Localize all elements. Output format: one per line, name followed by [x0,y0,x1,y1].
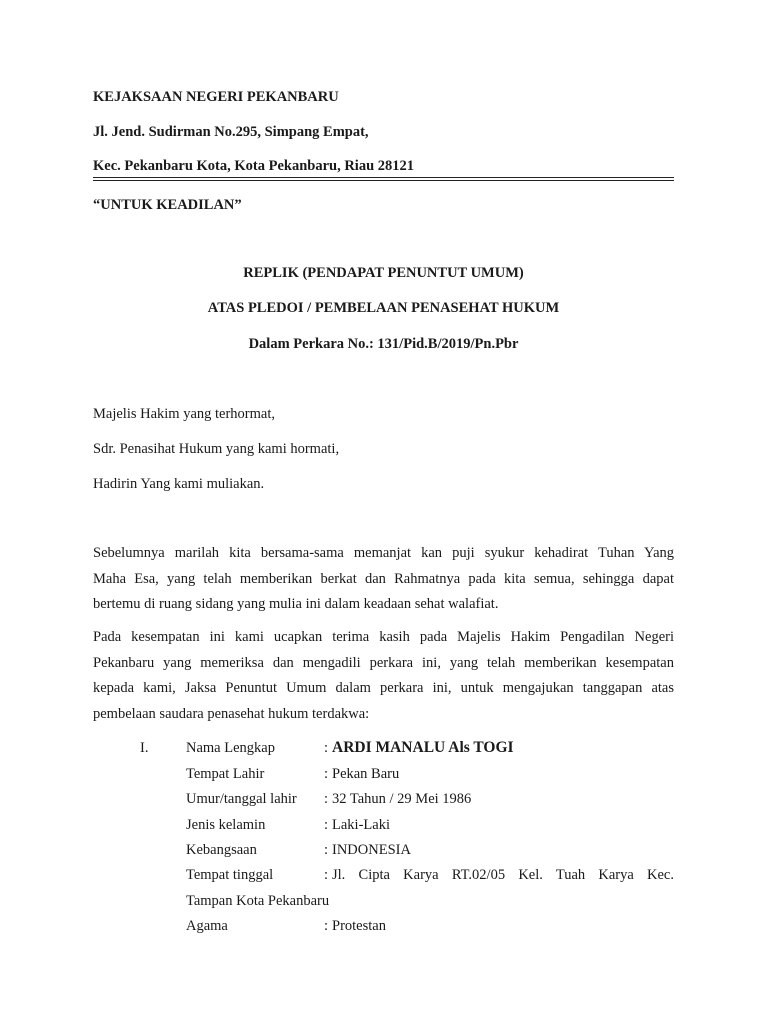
document-title: REPLIK (PENDAPAT PENUNTUT UMUM) [243,265,524,281]
field-colon: : [324,842,329,858]
salutation-counsel: Sdr. Penasihat Hukum yang kami hormati, [93,441,340,457]
field-label: Nama Lengkap [186,740,275,756]
field-value: Laki-Laki [332,817,390,833]
field-colon: : [324,766,329,782]
paragraph-opening [93,541,674,618]
paragraph-line: Maha Esa, yang telah memberikan berkat dan Rahmatnya pada kita semua, sehingga dapat [93,570,674,587]
paragraph-line: kepada kami, Jaksa Penuntut Umum dalam perkara ini, untuk mengajukan tanggapan atas [93,680,674,696]
paragraph-line: bertemu di ruang sidang yang mulia ini dalam keadaan sehat walafiat. [93,596,499,612]
document-subtitle: ATAS PLEDOI / PEMBELAAN PENASEHAT HUKUM [207,300,560,316]
field-colon: : [324,740,329,756]
field-colon: : [324,867,329,883]
letterhead-office: KEJAKSAAN NEGERI PEKANBARU [93,89,339,105]
paragraph-line: pembelaan saudara penasehat hukum terdakwa: [93,705,370,722]
field-value: Pekan Baru [332,766,400,782]
field-value: INDONESIA [332,842,411,858]
letterhead-rule-bottom [93,180,674,181]
paragraph-line: Sebelumnya marilah kita bersama-sama memanjat kan puji syukur kehadirat Tuhan Yang [93,545,674,561]
field-value-continuation: Tampan Kota Pekanbaru [186,893,330,909]
field-label: Umur/tanggal lahir [186,791,297,807]
field-label: Tempat Lahir [186,766,265,782]
field-label: Jenis kelamin [186,817,266,833]
salutation-judges: Majelis Hakim yang terhormat, [93,406,276,422]
field-value: 32 Tahun / 29 Mei 1986 [332,791,472,807]
field-label: Kebangsaan [186,842,257,858]
field-value: Protestan [332,918,386,934]
letterhead-address-line1: Jl. Jend. Sudirman No.295, Simpang Empat, [93,124,369,140]
section-number: I. [140,740,149,756]
field-colon: : [324,817,329,833]
paragraph-line: Pada kesempatan ini kami ucapkan terima kasih pada Majelis Hakim Pengadilan Negeri [93,629,674,645]
motto: “UNTUK KEADILAN” [93,197,242,213]
letterhead-address-line2: Kec. Pekanbaru Kota, Kota Pekanbaru, Riau 28121 [93,158,415,174]
letterhead-rule-top [93,177,674,178]
defendant-name: ARDI MANALU Als TOGI [332,739,514,756]
paragraph-line: Pekanbaru yang memeriksa dan mengadili perkara ini, yang telah memberikan kesempatan [93,654,674,671]
case-number: Dalam Perkara No.: 131/Pid.B/2019/Pn.Pbr [248,336,519,352]
paragraph-thanks [93,625,674,727]
salutation-audience: Hadirin Yang kami muliakan. [93,476,265,492]
field-colon: : [324,918,329,934]
field-label: Agama [186,918,228,934]
field-value: Jl. Cipta Karya RT.02/05 Kel. Tuah Karya Kec. [332,867,674,883]
field-label: Tempat tinggal [186,867,274,883]
field-colon: : [324,791,329,807]
